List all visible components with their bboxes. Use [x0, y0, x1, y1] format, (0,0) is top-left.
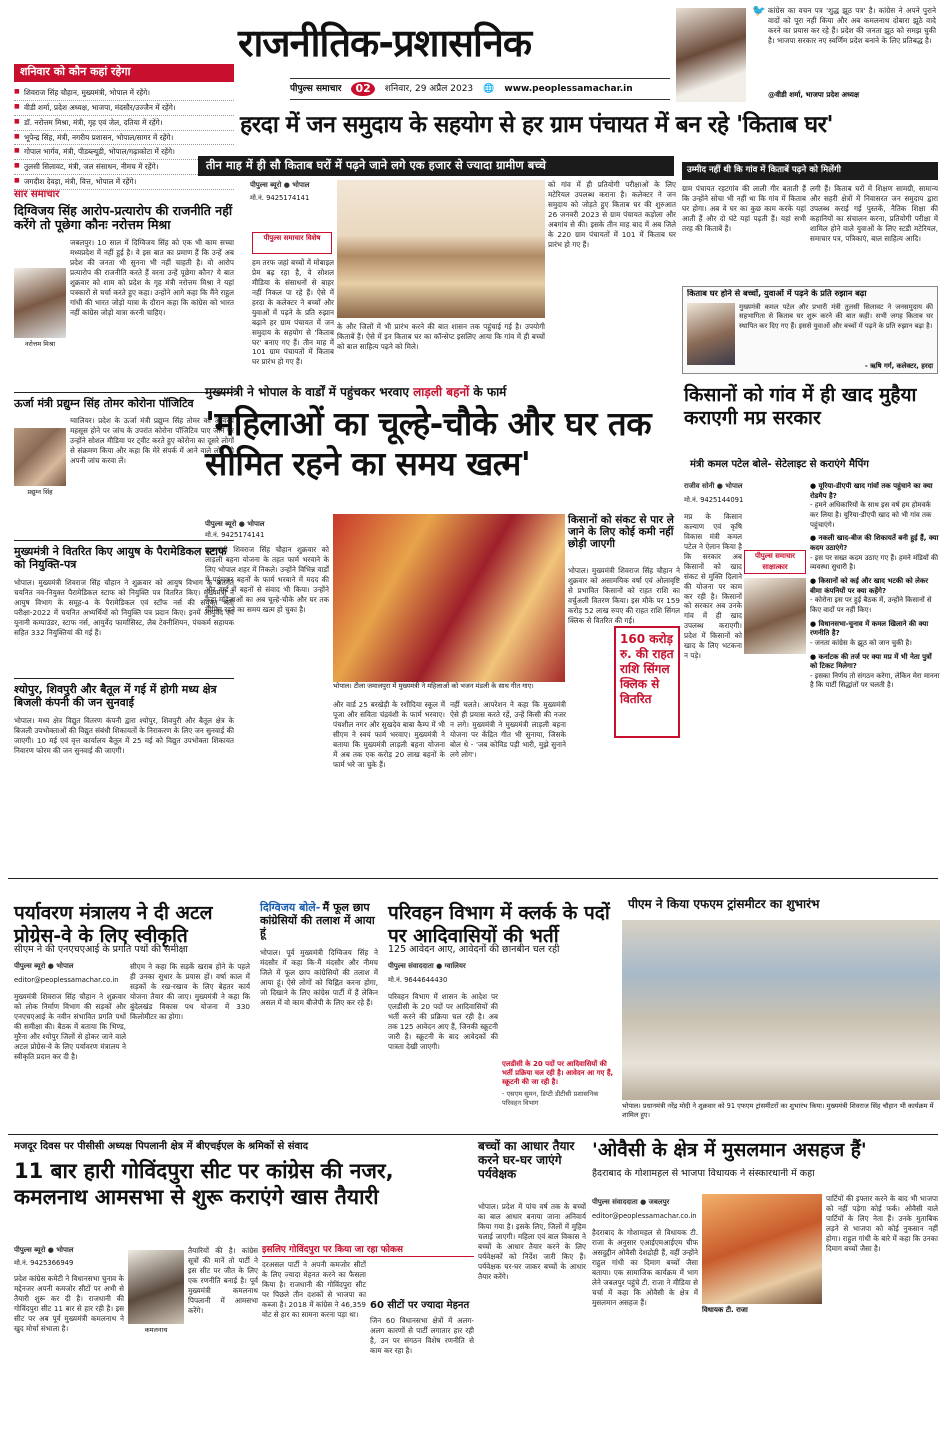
ladli-title: 'महिलाओं का चूल्हे-चौके और घर तक सीमित रहने का समय खत्म' — [205, 404, 652, 484]
narottam-caption: नरोत्तम मिश्रा — [24, 340, 56, 348]
page-number: 02 — [351, 82, 374, 97]
digvijay-title: मैं फूल छाप कांग्रेसियों की तलाश में आया हूं — [260, 901, 375, 940]
fm-caption: भोपाल। प्रधानमंत्री नरेंद्र मोदी ने शुक्रवार को 91 एफएम ट्रांसमीटरों का शुभारंभ किया। मुख्यमंत्री शिवराज सिंह चौहान भी कार्यक्रम में शामिल हुए। — [622, 1102, 934, 1119]
kisan-q3: ● किसानों को कई और खाद भटकी को लेकर बीमा कंपनियों पर क्या कहेंगे? — [810, 576, 929, 595]
owaisi-text: हैदराबाद के गोशामहल से विधायक टी. राजा के अनुसार एआईएमआईएम चीफ असदुद्दीन ओवैसी देशद्रोही हैं, वहीं उन्होंने राहुल गांधी का दिमाग बच्चों जैसा बताया। एक सामाजिक कार्यक्रम में भाग लेने जबलपुर पहुंचे टी. राजा ने मीडिया से चर्चा में कहा कि ओवैसी के क्षेत्र में मुसलमान असहज हैं। — [592, 1228, 698, 1307]
page-title: राजनीतिक-प्रशासनिक — [238, 21, 532, 65]
t-raja-caption: विधायक टी. राजा — [702, 1306, 748, 1314]
sidebar-item: ■ जगदीश देवड़ा, मंत्री, वित्त, भोपाल में रहेंगे। — [14, 175, 234, 190]
ladli-mob: मो.नं. 9425174141 — [205, 531, 265, 539]
interview-badge: पीपुल्स समाचार साक्षात्कार — [744, 550, 806, 574]
quote-box — [682, 286, 938, 374]
special-badge: पीपुल्स समाचार विशेष — [252, 232, 332, 254]
bachhe-text: भोपाल। प्रदेश में पांच वर्ष तक के बच्चों का बाल आधार बनाया जाना अनिवार्य किया गया है। इसके लिए, जिलों में मुहिम चलाई जाएगी। महिला एवं बाल विकास ने बच्चों के आधार तैयार करने के लिए पर्यवेक्षकों को निर्देश जारी किए हैं। पर्यवेक्षक घर-घर जाकर बच्चों के आधार तैयार करेंगे। — [478, 1202, 586, 1281]
twitter-icon: 🐦 — [752, 4, 766, 17]
website: www.peoplessamachar.in — [504, 83, 633, 94]
owaisi-title: 'ओवैसी के क्षेत्र में मुसलमान असहज हैं' — [592, 1139, 867, 1161]
vd-sharma-photo — [676, 8, 746, 102]
saar-label: सार समाचार — [14, 189, 60, 200]
govindpura-text-2: तैयारियों की है। कांग्रेस सूत्रों की मानें तो पार्टी ने इस सीट पर जीत के लिए एक रणनीति बनाई है। पूर्व मुख्यमंत्री कमलनाथ पिपलानी में आमसभा करेंगे। — [188, 1246, 258, 1315]
quote-title: किताब घर होने से बच्चों, युवाओं में पढ़ने के प्रति रुझान बढ़ा — [687, 289, 867, 298]
parivahan-mob: मो.नं. 9644644430 — [388, 976, 448, 984]
parivahan-box — [502, 1060, 616, 1130]
govindpura-byline: पीपुल्स ब्यूरो ● भोपाल — [14, 1246, 74, 1254]
parivahan-text: परिवहन विभाग में शासन के आदेश पर एलडीसी के 20 पदों पर आदिवासियों की भर्ती करने की प्रक्रिया चल रही है। अब तक 125 आवेदन आए हैं, जिनकी स्क्रूटनी जारी है। स्क्रूटनी के बाद आवेदकों की पात्रता देखी जाएगी। — [388, 992, 498, 1051]
tweet-text: कांग्रेस का वचन पत्र 'शुद्ध झूठ पत्र' है। कांग्रेस ने अपने पुराने वादों को पूरा नहीं किया और अब कमलनाथ दोबारा झूठे वादे करने का प्रयास कर रहे हैं। प्रदेश की जनता झूठ को समझ चुकी है। भाजपा सरकार नए स्वर्णिम प्रदेश बनाने के लिए प्रतिबद्ध है। — [768, 6, 936, 46]
pradyumn-caption: प्रद्युम्न सिंह — [27, 488, 53, 496]
govindpura-title: 11 बार हारी गोविंदपुरा सीट पर कांग्रेस की नजर, कमलनाथ आमसभा से शुरू कराएंगे खास तैयारी — [14, 1159, 394, 1210]
sidebar-item: ■ डॉ. नरोत्तम मिश्रा, मंत्री, गृह एवं जेल, दतिया में रहेंगे। — [14, 116, 234, 131]
kisan-text: मप्र के किसान कल्याण एवं कृषि विकास मंत्री कमल पटेल ने ऐलान किया है कि सरकार अब किसानों को खाद संकट से मुक्ति दिलाने की योजना पर काम कर रही है। किसानों को सरकार अब उनके गांव में ही खाद उपलब्ध कराएगी। प्रदेश में किसानों को खाद के लिए भटकना न पड़े। — [684, 512, 742, 661]
saar-s2-text: ग्वालियर। प्रदेश के ऊर्जा मंत्री प्रद्युम्न सिंह तोमर को अस्वस्थ महसूस होने पर जांच के उपरांत कोरोना पॉजिटिव पाए जाने पर उन्होंने सोशल मीडिया पर ट्वीट करते हुए कोरोना का दूसरे लोगों से संक्रमण किया और कहा कि मेरे संपर्क में आने वाले लोग भी अपनी जांच करवा लें। — [70, 416, 234, 465]
kisan-q2: ● नकली खाद-बीज की शिकायतें बनी हुई हैं, क्या कदम उठाएंगे? — [810, 534, 939, 552]
relief-amount-box: 160 करोड़ रु. की राहत राशि सिंगल क्लिक से वितरित — [614, 626, 680, 738]
sidebar-item: ■ तुलसी सिलावट, मंत्री, जल संसाधन, नीमच में रहेंगे। — [14, 160, 234, 175]
tweet-box — [676, 4, 938, 106]
saar-s3-text: भोपाल। मुख्यमंत्री शिवराज सिंह चौहान ने शुक्रवार को आयुष विभाग के अंतर्गत चयनित नव-नियुक्त पैरामेडिकल स्टाफ को नियुक्ति पत्र वितरित किए। मुख्यमंत्री ने आयुष विभाग के समूह-4 के पैरामेडिकल एवं स्टॉफ नर्स की संयुक्त भर्ती परीक्षा-2022 में चयनित अभ्यर्थियों को नियुक्ति पत्र प्रदान किए। इनमें आयुर्वेद एवं यूनानी कम्पाउंडर, स्टाफ नर्स, आयुर्वेद फार्मासिस्ट, लैब टेक्नीशियन, पंचकर्म सहायक सहित 332 नियुक्तियां की गई हैं। — [14, 578, 234, 637]
quote-author: - ऋषि गर्ग, कलेक्टर, हरदा — [864, 361, 933, 370]
ladli-kicker-post: के फार्म — [473, 385, 507, 399]
parivahan-title: परिवहन विभाग में क्लर्क के पदों पर आदिवासियों की भर्ती — [388, 902, 610, 947]
ladli-kicker — [205, 384, 681, 400]
relief-text: भोपाल। मुख्यमंत्री शिवराज सिंह चौहान ने शुक्रवार को असामयिक वर्षा एवं ओलावृष्टि से प्रभावित किसानों को राहत राशि का वर्चुअली वितरण किया। इस मौके पर 159 करोड़ 52 लाख रुपए की राहत राशि सिंगल क्लिक से वितरित की गई। — [568, 566, 680, 625]
relief-title: किसानों को संकट से पार ले जाने के लिए कोई कमी नहीं छोड़ी जाएगी — [568, 514, 674, 551]
pradyumn-photo — [14, 428, 66, 486]
lead-headline-wrap — [240, 112, 938, 158]
t-raja-photo — [702, 1194, 822, 1304]
parivahan-subtitle: 125 आवेदन आए, आवेदनों की छानबीन चल रही — [388, 944, 560, 955]
sidebar-item: ■ वीडी शर्मा, प्रदेश अध्यक्ष, भाजपा, मंदसौर/उज्जैन में रहेंगे। — [14, 101, 234, 116]
ladli-byline: पीपुल्स ब्यूरो ● भोपाल — [205, 520, 265, 528]
globe-icon: 🌐 — [483, 83, 495, 94]
narottam-photo — [14, 268, 66, 338]
kisan-a4: - जनता कांग्रेस के झूठ को जान चुकी है। — [810, 638, 912, 647]
parivahan-box-author: - एसएम सुमन, डिप्टी डीटीसी प्रशासनिक परिवहन विभाग — [502, 1090, 599, 1107]
lead-text-2: के और जिलों में भी प्रारंभ करने की बात शासन तक पहुंचाई गई है। उपयोगी किताबें हैं। ऐसे में इन किताब घर का कॉन्सेप्ट इसलिए आया कि गांव में ही बच्चों को बाल साहित्य पढ़ने को मिले। — [337, 322, 545, 351]
kisan-qa — [810, 482, 940, 874]
sidebox-title: उम्मीद नहीं थी कि गांव में किताबें पढ़ने को मिलेंगी — [682, 162, 938, 180]
owaisi-text-2: पार्टियों की इफ्तार करने के बाद भी भाजपा को नहीं पड़ेगा कोई फर्क। ओवैसी वाले पार्टियों के लिए नेता हैं। उनके मुताबिक लड़ने से भाजपा को कोई नुकसान नहीं होगा। राहुल गांधी के बारे में कहा कि उनका दिमाग बच्चों जैसा है। — [826, 1194, 938, 1253]
fm-title: पीएम ने किया एफएम ट्रांसमीटर का शुभारंभ — [628, 897, 820, 911]
ladli-text-1: मुख्यमंत्री शिवराज सिंह चौहान शुक्रवार को लाड़ली बहना योजना के तहत फार्म भरवाने के लिए भोपाल शहर में निकले। उन्होंने विभिन्न वार्डों में पहुंचकर बहनों के फार्म भरवाने में मदद की और वार्ड में बहनों से संवाद भी किया। उन्होंने कहा महिलाओं का अब चूल्हे-चौके और घर तक सीमित रहने का समय खत्म हो चुका है। — [205, 545, 329, 614]
ladli-photo — [333, 514, 565, 682]
kisan-subtitle: मंत्री कमल पटेल बोले- सेटेलाइट से कराएंगे मैपिंग — [690, 459, 869, 470]
collector-photo — [687, 303, 735, 365]
kisan-q1: ● यूरिया-डीएपी खाद गांवों तक पहुंचाने का क्या रोडमैप है? — [810, 482, 933, 500]
lead-title: हरदा में जन समुदाय के सहयोग से हर ग्राम पंचायत में बन रहे 'किताब घर' — [240, 112, 834, 138]
kisan-a5: - इसका निर्णय तो संगठन करेगा, लेकिन मेरा मानना है कि पार्टी सिद्धांतों पर चलती है। — [810, 671, 940, 690]
tweet-author: @वीडी शर्मा, भाजपा प्रदेश अध्यक्ष — [768, 90, 860, 99]
saar-s1-title: दिग्विजय सिंह आरोप-प्रत्यारोप की राजनीति नहीं करेंगे तो पूछेगा कौनः नरोत्तम मिश्रा — [14, 203, 233, 233]
govindpura-mob: मो.नं. 9425366949 — [14, 1259, 74, 1267]
govindpura-fb-title: इसलिए गोविंदपुरा पर किया जा रहा फोकस — [262, 1244, 474, 1257]
owaisi-subtitle: हैदराबाद के गोशामहल से भाजपा विधायक ने संस्कारधानी में कहा — [592, 1168, 815, 1179]
sidebox-text-2: लगी हैं। किताब घरों में शिक्षण सामग्री, सामान्य और सहरी क्षेत्रों में निवासरत जन समुदाय द्वारा उपलब्ध कराई गई पुस्तकें, नैतिक शिक्षा की कहानियों का संचालन करना, प्रतियोगी परीक्षा में शामिल होने वाले युवाओं के लिए स्टडी मटेरियल, समाचार पत्र, पत्रिकाएं, बाल साहित्य आदि। — [810, 184, 938, 243]
govindpura-box-text: जिन 60 विधानसभा क्षेत्रों में अलग-अलग कारणों से पार्टी लगातार हार रही है, उन पर संगठन विशेष रणनीति से काम कर रहा है। — [370, 1316, 474, 1355]
kamalnath-caption: कमलनाथ — [144, 1326, 168, 1334]
owaisi-byline: पीपुल्स संवाददाता ● जबलपुर — [592, 1198, 670, 1206]
digvijay-text: भोपाल। पूर्व मुख्यमंत्री दिग्विजय सिंह ने मंदसौर में कहा कि-मैं मंदसौर और नीमच जिले में फूल छाप कांग्रेसियों की तलाश में आया हूं। ऐसे लोगों को चिह्नित करना होगा, जो दिखाने के लिए कांग्रेस पार्टी में हैं लेकिन असल में वो काम बीजेपी के लिए कर रहे हैं। — [260, 948, 378, 1007]
saar-s3-title: मुख्यमंत्री ने वितरित किए आयुष के पैरामेडिकल स्टाफ को नियुक्ति-पत्र — [14, 545, 227, 571]
kamalnath-photo — [128, 1250, 184, 1324]
page-date: शनिवार, 29 अप्रैल 2023 — [384, 83, 474, 94]
ladli-photo-caption: भोपाल। टीला जमालपुरा में मुख्यमंत्री ने महिलाओं को भजन मंडली के साथ गीत गाए। — [333, 682, 534, 690]
paryavaran-byline: पीपुल्स ब्यूरो ● भोपाल — [14, 962, 74, 970]
sidebar-item: ■ शिवराज सिंह चौहान, मुख्यमंत्री, भोपाल में रहेंगे। — [14, 86, 234, 101]
fm-photo — [622, 920, 940, 1100]
kamal-patel-photo — [744, 578, 806, 654]
bachhe-title: बच्चों का आधार तैयार करने घर-घर जाएंगे पर्यवेक्षक — [478, 1139, 575, 1181]
kisan-q4: ● विधानसभा-चुनाव में कमल खिलाने की क्या रणनीति है? — [810, 619, 929, 638]
lead-subtitle: तीन माह में ही सौ किताब घरों में पढ़ने जाने लगे एक हजार से ज्यादा ग्रामीण बच्चे — [198, 156, 674, 176]
govindpura-text: प्रदेश कांग्रेस कमेटी ने विधानसभा चुनाव के मद्देनजर अपनी कमजोर सीटों पर अभी से तैयारी शुरू कर दी है। राजधानी की गोविंदपुरा सीट 11 बार से हार रही है। इस सीट पर अब पूर्व मुख्यमंत्री कमलनाथ ने खुद मोर्चा संभाला है। — [14, 1274, 124, 1333]
govindpura-kicker: मजदूर दिवस पर पीसीसी अध्यक्ष पिपलानी क्षेत्र में बीएचईएल के श्रमिकों से संवाद — [14, 1141, 309, 1152]
govindpura-box-title: 60 सीटों पर ज्यादा मेहनत — [370, 1300, 470, 1311]
lead-byline: पीपुल्स ब्यूरो ● भोपाल — [250, 181, 310, 189]
kisan-a2: - इस पर सख्त कदम उठाए गए हैं। हमने मंडियों की व्यवस्था सुधारी है। — [810, 553, 939, 572]
sidebar-heading: शनिवार को कौन कहां रहेगा — [14, 64, 234, 82]
paryavaran-subtitle: सीएम ने की एनएचएआई के प्रगति पथों की समीक्षा — [14, 944, 188, 955]
saar-s1-text: जबलपुर। 10 साल में दिग्विजय सिंह को एक भी काम सच्चा मध्यप्रदेश में नहीं हुई है। वे इस बात का प्रमाण हैं कि उन्हें अब प्रदेश की जनता भी सुनना भी नहीं चाहती है। वो आरोप प्रत्यारोप की राजनीति करते हैं वरना उन्हें पूछेगा कौन? ये बात शुक्रवार को शाम को प्रदेश के गृह मंत्री नरोत्तम मिश्रा ने यहां पत्रकारों से चर्चा करते हुए कहा। उन्होंने आगे कहा कि मैंने राहुल गांधी की भारत जोड़ो यात्रा के दौरान कहा कि कांग्रेस को भारत नहीं कांग्रेस जोड़ो यात्रा करनी चाहिए। — [70, 238, 234, 317]
paper-name: पीपुल्स समाचार — [290, 83, 342, 94]
ladli-kicker-highlight: लाड़ली बहनों — [413, 385, 470, 399]
sidebar-item: ■ गोपाल भार्गव, मंत्री, पीडब्ल्यूडी, भोपाल/गढ़ाकोटा में रहेंगे। — [14, 145, 234, 160]
quote-text: मुख्यमंत्री कमल पटेल और प्रभारी मंत्री तुलसी सिलावट ने जनसमुदाय की सहभागिता से किताब घर शुरू करने की बात कही। सभी जगह किताब घर स्थापित कर दिए गए हैं। इससे युवाओं और बच्चों में पढ़ने के प्रति रुझान बढ़ा है। — [739, 303, 933, 330]
govindpura-fb-text: दरअसल पार्टी ने अपनी कमजोर सीटों के लिए ज्यादा मेहनत करने का फैसला किया है। राजधानी की गोविंदपुरा सीट पर पिछले तीन दशकों से भाजपा का कब्जा है। 2018 में कांग्रेस ने 46,359 वोट से हार का सामना करना पड़ा था। — [262, 1260, 366, 1319]
ladli-text-2: और वार्ड 25 बरखेड़ी के रशीदिया स्कूल में पूजा और सविता चंद्रवंशी के फार्म भरवाए। पंचशील नगर और सुखदेव बाबा कैम्प में भी सीएम ने स्वयं फार्म भरवाए। मुख्यमंत्री ने बताया कि मुख्यमंत्री लाड़ली बहना योजना में अब तक एक करोड़ 20 लाख बहनों के फार्म भरे जा चुके हैं। — [333, 700, 445, 769]
top-left-blank — [8, 0, 233, 60]
lead-photo-library — [337, 180, 545, 318]
paryavaran-title: पर्यावरण मंत्रालय ने दी अटल प्रोग्रेस-वे के लिए स्वीकृति — [14, 902, 213, 947]
kisan-q5: ● कर्नाटक की तर्ज पर क्या मप्र में भी नेता पुत्रों को टिकट मिलेगा? — [810, 652, 932, 671]
ladli-text-3: नहीं चलते। आपरेशन ने कहा कि मुख्यमंत्री ऐसे ही प्रयास करते रहें, उन्हें किसी की नजर न लगे। मुख्यमंत्री ने मुख्यमंत्री लाड़ली बहना योजना पर केंद्रित गीत भी सुनाया, जिसके बोल थे - 'जब कोविड पड़ी भारी, मुझे सुनाने लगे लोग'। — [450, 700, 566, 759]
saar-s4-title: श्योपुर, शिवपुरी और बैतूल में गई में होगी मध्य क्षेत्र बिजली कंपनी की जन सुनवाई — [14, 683, 217, 709]
folio-bar — [290, 78, 670, 100]
saar-s4-text: भोपाल। मध्य क्षेत्र विद्युत वितरण कंपनी द्वारा श्योपुर, शिवपुरी और बैतूल क्षेत्र के बिजली उपभोक्ताओं की विद्युत संबंधी शिकायतों के निराकरण के लिए जन सुनवाई की जाएगी। 10 मई एवं वृत्त कार्यालय बैतूल में 25 मई को विद्युत उपभोक्ता शिकायत निवारण फोरम की जन सुनवाई की जाएगी। — [14, 716, 234, 755]
parivahan-byline: पीपुल्स संवाददाता ● ग्वालियर — [388, 962, 466, 970]
saar-s2-title: ऊर्जा मंत्री प्रद्युम्न सिंह तोमर कोरोना पॉजिटिव — [14, 397, 194, 410]
sidebox-text: ग्राम पंचायत रहटगांव की लाली गीर बताती हैं कि उन्होंने सोचा भी नहीं था कि गांव में किताब घर होगा। अब वे घर का कुछ काम करके यहां आती हैं और दो घंटे यहां पढ़ती हैं। यहां सभी तरह की किताबें हैं। — [682, 184, 806, 233]
lead-mob: मो.नं. 9425174141 — [250, 194, 310, 202]
kisan-a1: - हमने अधिकारियों के साथ इस वर्ष हम होमवर्क कर लिया है। यूरिया-डीएपी खाद को भी गांव तक पहुंचाएंगे। — [810, 501, 932, 529]
ladli-kicker-pre: मुख्यमंत्री ने भोपाल के वार्डों में पहुंचकर भरवाए — [205, 385, 409, 399]
kisan-title: किसानों को गांव में ही खाद मुहैया कराएगी मप्र सरकार — [684, 384, 917, 430]
parivahan-box-text: एलडीसी के 20 पदों पर आदिवासियों की भर्ती प्रक्रिया चल रही है। आवेदन आ गए हैं, स्क्रूटनी की जा रही है। — [502, 1060, 614, 1087]
owaisi-email: editor@peoplessamachar.co.in — [592, 1212, 697, 1220]
sidebar-item: ■ भूपेन्द्र सिंह, मंत्री, नगरीय प्रशासन, भोपाल/सागर में रहेंगे। — [14, 131, 234, 146]
paryavaran-text: मुख्यमंत्री शिवराज सिंह चौहान ने शुक्रवार को लोक निर्माण विभाग की सड़कों और एनएचएआई के नवीन संभावित प्रगति पथों की समीक्षा की। बैठक में बताया कि भिण्ड, मुरैना और श्योपुर जिलों से होकर जाने वाले अटल प्रोग्रेस-वे के लिए पर्यावरण मंत्रालय ने स्वीकृति प्रदान कर दी है। — [14, 992, 126, 1061]
digvijay-head — [260, 902, 378, 940]
kisan-mob: मो.नं. 9425144091 — [684, 496, 744, 504]
paryavaran-text-2: सीएम ने कहा कि सड़कें खराब होने के पहले ही उनका सुधार के प्रयास हों। वर्षा काल में सड़कों के रख-रखाव के लिए बेहतर कार्य योजना तैयार की जाए। मुख्यमंत्री ने कहा कि बुंदेलखंड विकास पथ योजना में 330 किलोमीटर का होगा। — [130, 962, 250, 1021]
paryavaran-email: editor@peoplessamachar.co.in — [14, 976, 119, 984]
kisan-byline: राजीव सोनी ● भोपाल — [684, 482, 743, 490]
lead-text-1: हम तरफ जहां बच्चों में मोबाइल प्रेम बढ़ रहा है, वे सोशल मीडिया के संसाधनों से बाहर नहीं निकल पा रहे हैं। ऐसे में हरदा के कलेक्टर ने बच्चों और युवाओं में पढ़ने के प्रति रुझान बढ़ाने हर ग्राम पंचायत में जन समुदाय के सहयोग से 'किताब घर' बनाए गए हैं। तीन माह में 101 ग्राम पंचायतों में किताब घर प्रारंभ हो गए हैं। — [252, 258, 334, 367]
kisan-a3: - कोरोना इस पर हुई बैठक में, उन्होंने किसानों से किए वादों पर नहीं किए। — [810, 596, 932, 614]
lead-text-3: को गांव में ही प्रतियोगी परीक्षाओं के लिए मटेरियल उपलब्ध कराना है। कलेक्टर ने जन समुदाय को जोड़ते हुए किताब घर की शुरुआत 26 जनवरी 2023 से ग्राम पंचायत कड़ोला और अबगांव से की। इसके तीन माह बाद में अब जिले के 220 ग्राम पंचायतों में 101 में किताब घर प्रारंभ हो गए हैं। — [548, 180, 676, 249]
digvijay-label: दिग्विजय बोले- — [260, 901, 321, 914]
